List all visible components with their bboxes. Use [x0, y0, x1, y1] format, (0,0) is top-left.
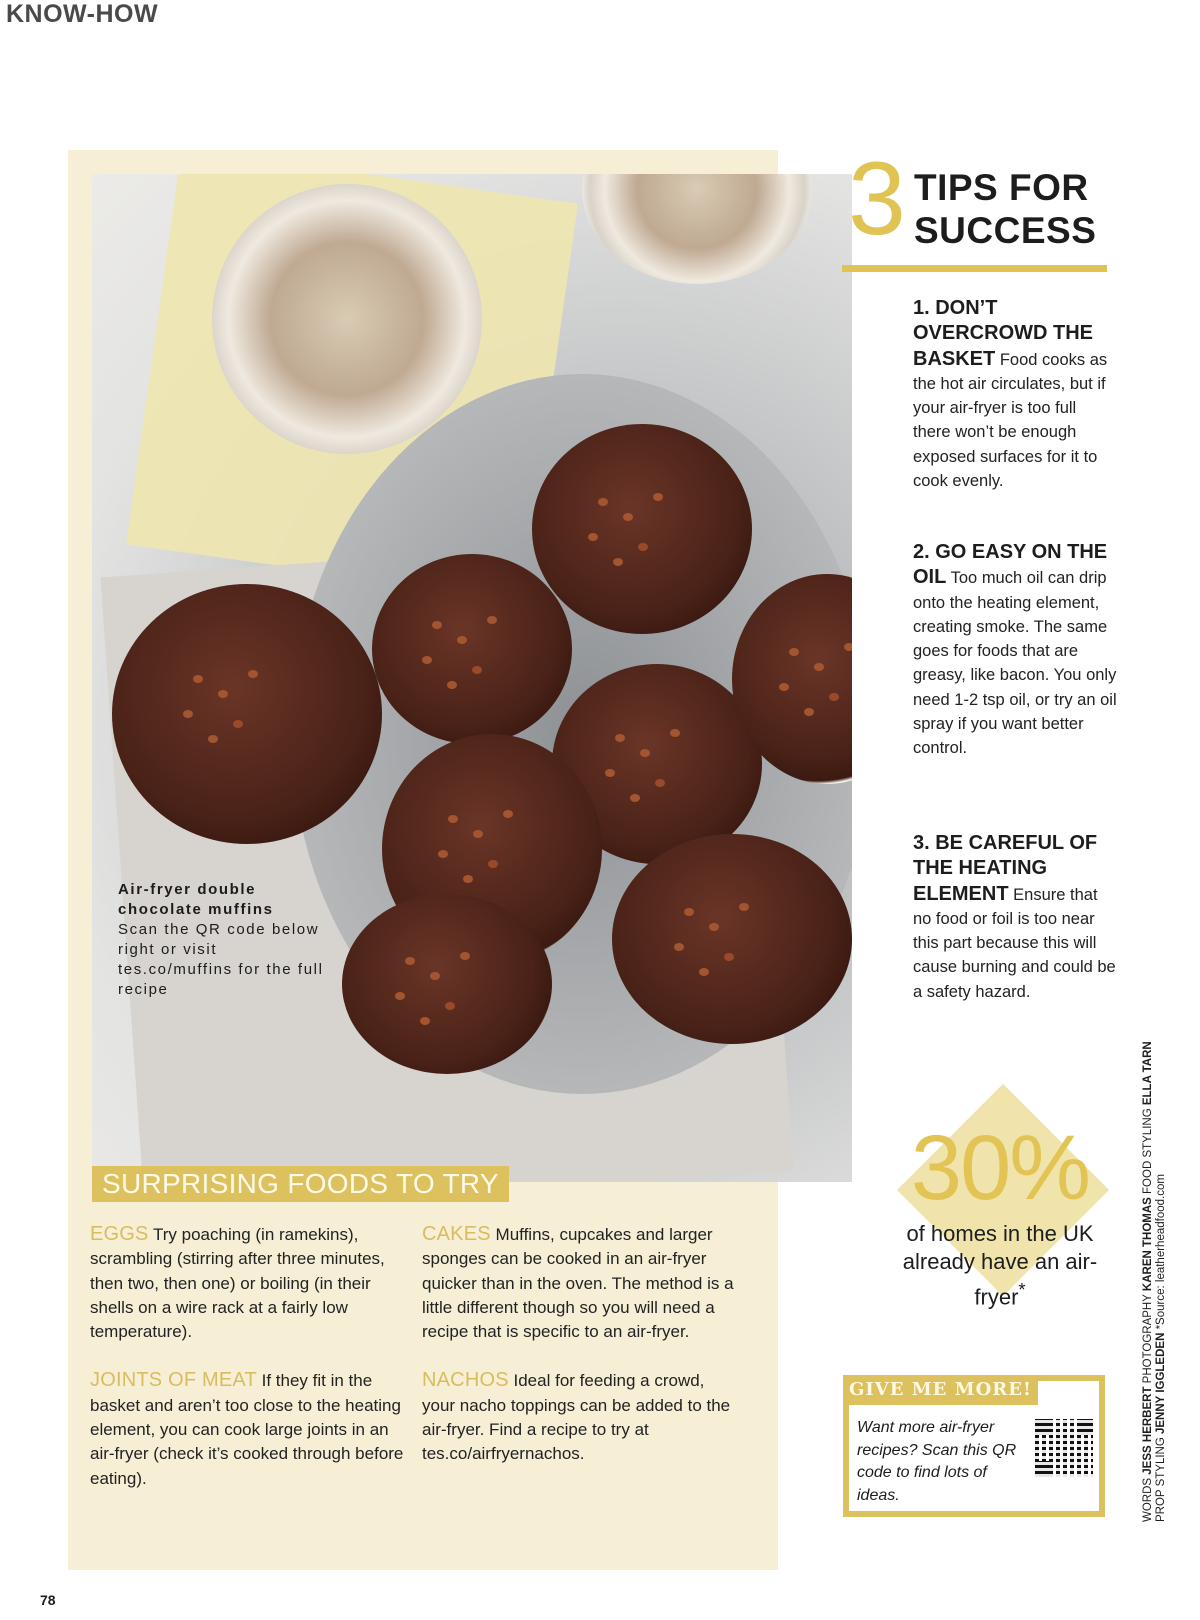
give-me-more-text: Want more air-fryer recipes? Scan this QR code to find lots of ideas.: [857, 1419, 1017, 1504]
credit-label: WORDS: [1142, 1474, 1154, 1522]
food-text: Muffins, cupcakes and larger sponges can be cooked in an air-fryer quicker than in the oven. The method is a little different though so you will need a recipe that is specific to an air-fryer.: [422, 1225, 734, 1342]
muffin: [612, 834, 852, 1044]
muffin: [532, 424, 752, 634]
tips-number: 3: [848, 141, 906, 257]
qr-code-icon[interactable]: [1035, 1419, 1093, 1477]
credit-name: KAREN THOMAS: [1142, 1197, 1154, 1292]
credit-name: JENNY IGGLEDEN: [1155, 1332, 1167, 1435]
foods-column-right: [422, 1222, 742, 1491]
credit-label: PHOTOGRAPHY: [1142, 1291, 1154, 1387]
tip-body: Food cooks as the hot air circulates, but if your air-fryer is too full there won’t be enough exposed surfaces for it to cook evenly.: [913, 350, 1108, 491]
surprising-foods-title: SURPRISING FOODS TO TRY: [92, 1166, 509, 1202]
credit-label: PROP STYLING: [1155, 1434, 1167, 1522]
stat-text: of homes in the UK already have an air-fryer: [902, 1221, 1098, 1310]
tips-title: [914, 166, 1096, 252]
food-keyword: CAKES: [422, 1223, 491, 1245]
tip-heading: 2. GO EASY ON THE OIL: [913, 541, 1108, 589]
food-keyword: EGGS: [90, 1223, 149, 1245]
page-number: 78: [40, 1592, 56, 1608]
tip-body: Too much oil can drip onto the heating element, creating smoke. The same goes for foods that are greasy, like bacon. You only need 1-2 tsp oil, or try an oil spray if you want better control.: [913, 569, 1117, 758]
coffee-cup-right: [582, 174, 812, 284]
tip-body: Ensure that no food or foil is too near this part because this will cause burning and could be a safety hazard.: [913, 885, 1116, 1001]
credit-name: ELLA TARN: [1142, 1041, 1154, 1106]
tips-title-line2: SUCCESS: [914, 210, 1097, 251]
food-item-joints: [90, 1368, 410, 1490]
source-note: *Source: leatherheadfood.com: [1155, 1174, 1167, 1333]
muffin: [342, 894, 552, 1074]
food-item-eggs: [90, 1222, 410, 1344]
stat-callout: [880, 1075, 1120, 1315]
credit-name: JESS HERBERT: [1142, 1386, 1154, 1475]
give-me-more-box: [843, 1375, 1105, 1517]
muffin: [112, 584, 382, 844]
muffins-photo: [92, 174, 852, 1182]
food-text: Ideal for feeding a crowd, your nacho toppings can be added to the air-fryer. Find a recipe to try at tes.co/airfryernachos.: [422, 1371, 731, 1464]
tips-header: [848, 141, 1108, 270]
tips-divider: [842, 265, 1107, 272]
stat-value: 30%: [910, 1117, 1090, 1219]
tip-heading: 3. BE CAREFUL OF THE HEATING ELEMENT: [913, 832, 1098, 905]
food-keyword: NACHOS: [422, 1369, 509, 1392]
muffin: [372, 554, 572, 744]
tip-3: [913, 831, 1118, 1004]
photo-credits: [1142, 1012, 1168, 1522]
food-text: If they fit in the basket and aren’t too close to the heating element, you can cook large joints in an air-fryer (check it’s cooked through before eating).: [90, 1371, 404, 1488]
tips-title-line1: TIPS FOR: [914, 167, 1089, 208]
food-item-nachos: [422, 1368, 742, 1466]
caption-title: Air-fryer double chocolate muffins: [118, 881, 274, 918]
tip-2: [913, 540, 1118, 761]
tip-1: [913, 296, 1118, 493]
foods-column-left: [90, 1222, 410, 1515]
food-keyword: JOINTS OF MEAT: [90, 1369, 257, 1392]
stat-description: [890, 1220, 1110, 1311]
give-me-more-tag: GIVE ME MORE!: [843, 1375, 1038, 1405]
photo-caption: [118, 880, 328, 1000]
coffee-cup-left: [212, 184, 482, 454]
footnote-mark: *: [1018, 1279, 1026, 1300]
caption-body: Scan the QR code below right or visit tes.co/muffins for the full recipe: [118, 921, 324, 998]
food-item-cakes: [422, 1222, 742, 1344]
section-label: KNOW-HOW: [6, 0, 159, 28]
food-text: Try poaching (in ramekins), scrambling (stirring after three minutes, then two, then one) or boiling (in their shells on a wire rack at a fairly low temperature).: [90, 1225, 385, 1342]
tip-heading: 1. DON’T OVERCROWD THE BASKET: [913, 297, 1093, 370]
credit-label: FOOD STYLING: [1142, 1105, 1154, 1198]
